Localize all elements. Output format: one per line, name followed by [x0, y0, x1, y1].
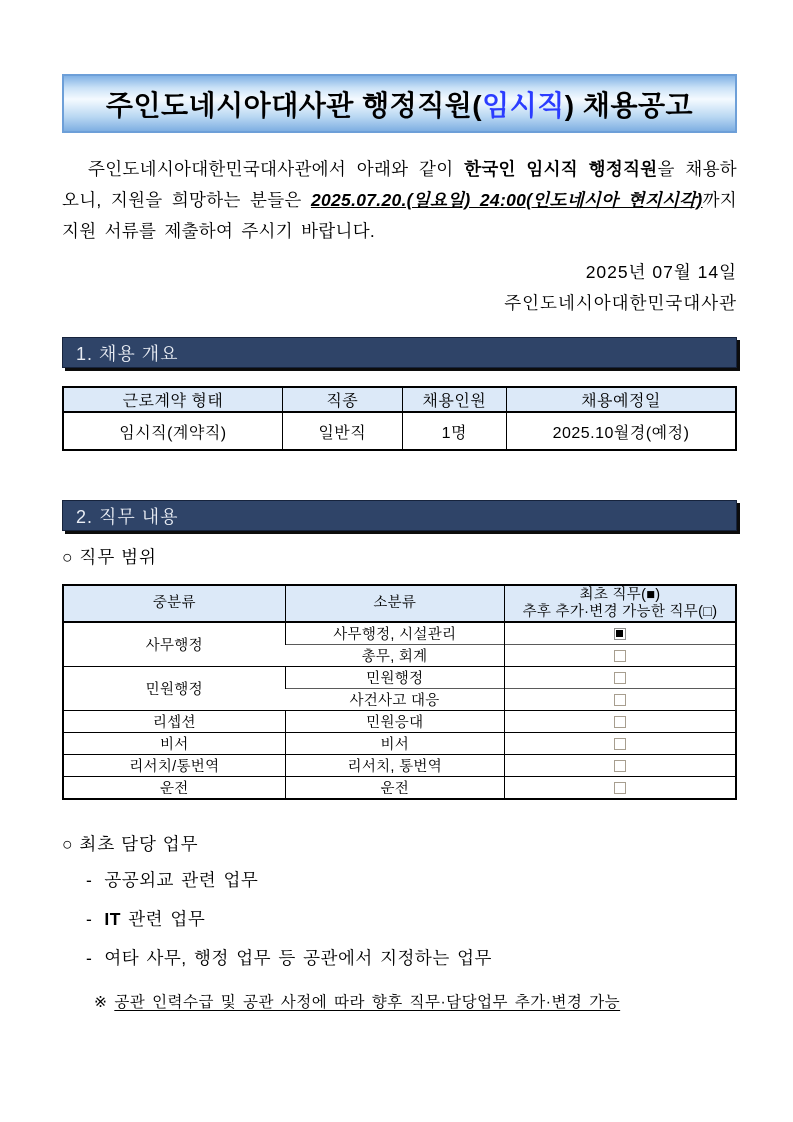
section-1-label: 1. 채용 개요 [76, 343, 179, 364]
checkbox-cell [504, 777, 736, 800]
duties-heading: ○ 최초 담당 업무 [62, 834, 199, 854]
intro-paragraph [62, 154, 737, 247]
category-cell: 리셉션 [63, 711, 285, 733]
checkbox-cell [504, 755, 736, 777]
dash-bullet: - [86, 909, 93, 929]
cell-expected-date: 2025.10월경(예정) [506, 412, 736, 450]
intro-bold-role: 한국인 임시직 행정직원 [464, 159, 658, 179]
header-initial-duty-line1: 최초 직무(■) [579, 586, 661, 603]
scope-table-row [63, 667, 736, 689]
intro-text-1: 주인도네시아대한민국대사관에서 아래와 같이 [88, 159, 465, 179]
category-cell: 민원행정 [63, 667, 285, 711]
unchecked-checkbox-icon [614, 672, 626, 684]
scope-table [62, 584, 737, 800]
unchecked-checkbox-icon [614, 782, 626, 794]
unchecked-checkbox-icon [614, 694, 626, 706]
duty-text: 공공외교 관련 업무 [104, 870, 259, 890]
overview-data-row [63, 412, 736, 450]
duty-text: 관련 업무 [120, 909, 206, 929]
cell-headcount: 1명 [402, 412, 506, 450]
subcategory-cell: 리서치, 통번역 [285, 755, 504, 777]
category-cell: 사무행정 [63, 622, 285, 667]
header-contract-type: 근로계약 형태 [63, 387, 282, 412]
note-marker: ※ [94, 994, 108, 1011]
title-suffix: ) 채용공고 [564, 89, 694, 121]
deadline-emphasis: 2025.07.20.(일요일) 24:00(인도네시아 현지시각) [310, 190, 703, 210]
duty-text: 여타 사무, 행정 업무 등 공관에서 지정하는 업무 [104, 948, 492, 968]
dash-bullet: - [86, 948, 93, 968]
section-header-job-description [62, 500, 737, 531]
cell-job-type: 일반직 [282, 412, 402, 450]
date-signature-block [62, 257, 737, 319]
duty-bold-text: IT [104, 909, 121, 929]
dash-bullet: - [86, 870, 93, 890]
announcement-date: 2025년 07월 14일 [585, 262, 737, 282]
title-prefix: 주인도네시아대사관 행정직원( [105, 89, 483, 121]
header-headcount: 채용인원 [402, 387, 506, 412]
intro-text-3: 까지 지원 서류를 제출하여 주시기 바랍니다. [62, 190, 737, 241]
unchecked-checkbox-icon [614, 650, 626, 662]
category-cell: 운전 [63, 777, 285, 800]
header-job-type: 직종 [282, 387, 402, 412]
checkbox-cell [504, 645, 736, 667]
title-banner [62, 74, 737, 133]
subcategory-cell: 운전 [285, 777, 504, 800]
header-expected-date: 채용예정일 [506, 387, 736, 412]
subcategory-cell: 사무행정, 시설관리 [285, 622, 504, 645]
subcategory-cell: 민원응대 [285, 711, 504, 733]
header-initial-duty-line2: 추후 추가·변경 가능한 직무(□) [522, 603, 718, 620]
scope-table-row [63, 755, 736, 777]
scope-header-row [63, 585, 736, 622]
scope-table-row [63, 733, 736, 755]
subcategory-cell: 비서 [285, 733, 504, 755]
cell-contract-type: 임시직(계약직) [63, 412, 282, 450]
duty-item [86, 943, 737, 973]
overview-table [62, 386, 737, 451]
duty-item [86, 865, 737, 895]
checkbox-cell [504, 711, 736, 733]
scope-table-row [63, 622, 736, 645]
unchecked-checkbox-icon [614, 760, 626, 772]
checkbox-cell [504, 667, 736, 689]
header-major-category: 중분류 [63, 585, 285, 622]
overview-header-row [63, 387, 736, 412]
scope-table-row [63, 711, 736, 733]
title-highlight: 임시직 [482, 89, 565, 121]
header-initial-duty [504, 585, 736, 622]
note-line [94, 990, 737, 1012]
unchecked-checkbox-icon [614, 738, 626, 750]
header-sub-category: 소분류 [285, 585, 504, 622]
subcategory-cell: 사건사고 대응 [285, 689, 504, 711]
checked-checkbox-icon [614, 628, 626, 640]
intro-text-2: 을 채용하오니, 지원을 희망하는 분들은 [62, 159, 737, 210]
category-cell: 리서치/통번역 [63, 755, 285, 777]
issuing-organization: 주인도네시아대한민국대사관 [504, 293, 737, 313]
checkbox-cell [504, 622, 736, 645]
subcategory-cell: 민원행정 [285, 667, 504, 689]
duty-list [62, 865, 737, 973]
section-header-recruitment-overview [62, 337, 737, 368]
scope-heading: ○ 직무 범위 [62, 547, 157, 567]
checkbox-cell [504, 733, 736, 755]
checkbox-cell [504, 689, 736, 711]
duty-item [86, 904, 737, 934]
category-cell: 비서 [63, 733, 285, 755]
subcategory-cell: 총무, 회계 [285, 645, 504, 667]
note-text: 공관 인력수급 및 공관 사정에 따라 향후 직무·담당업무 추가·변경 가능 [114, 994, 621, 1011]
section-2-label: 2. 직무 내용 [76, 506, 179, 527]
scope-table-row [63, 777, 736, 800]
unchecked-checkbox-icon [614, 716, 626, 728]
page-title [106, 84, 693, 124]
